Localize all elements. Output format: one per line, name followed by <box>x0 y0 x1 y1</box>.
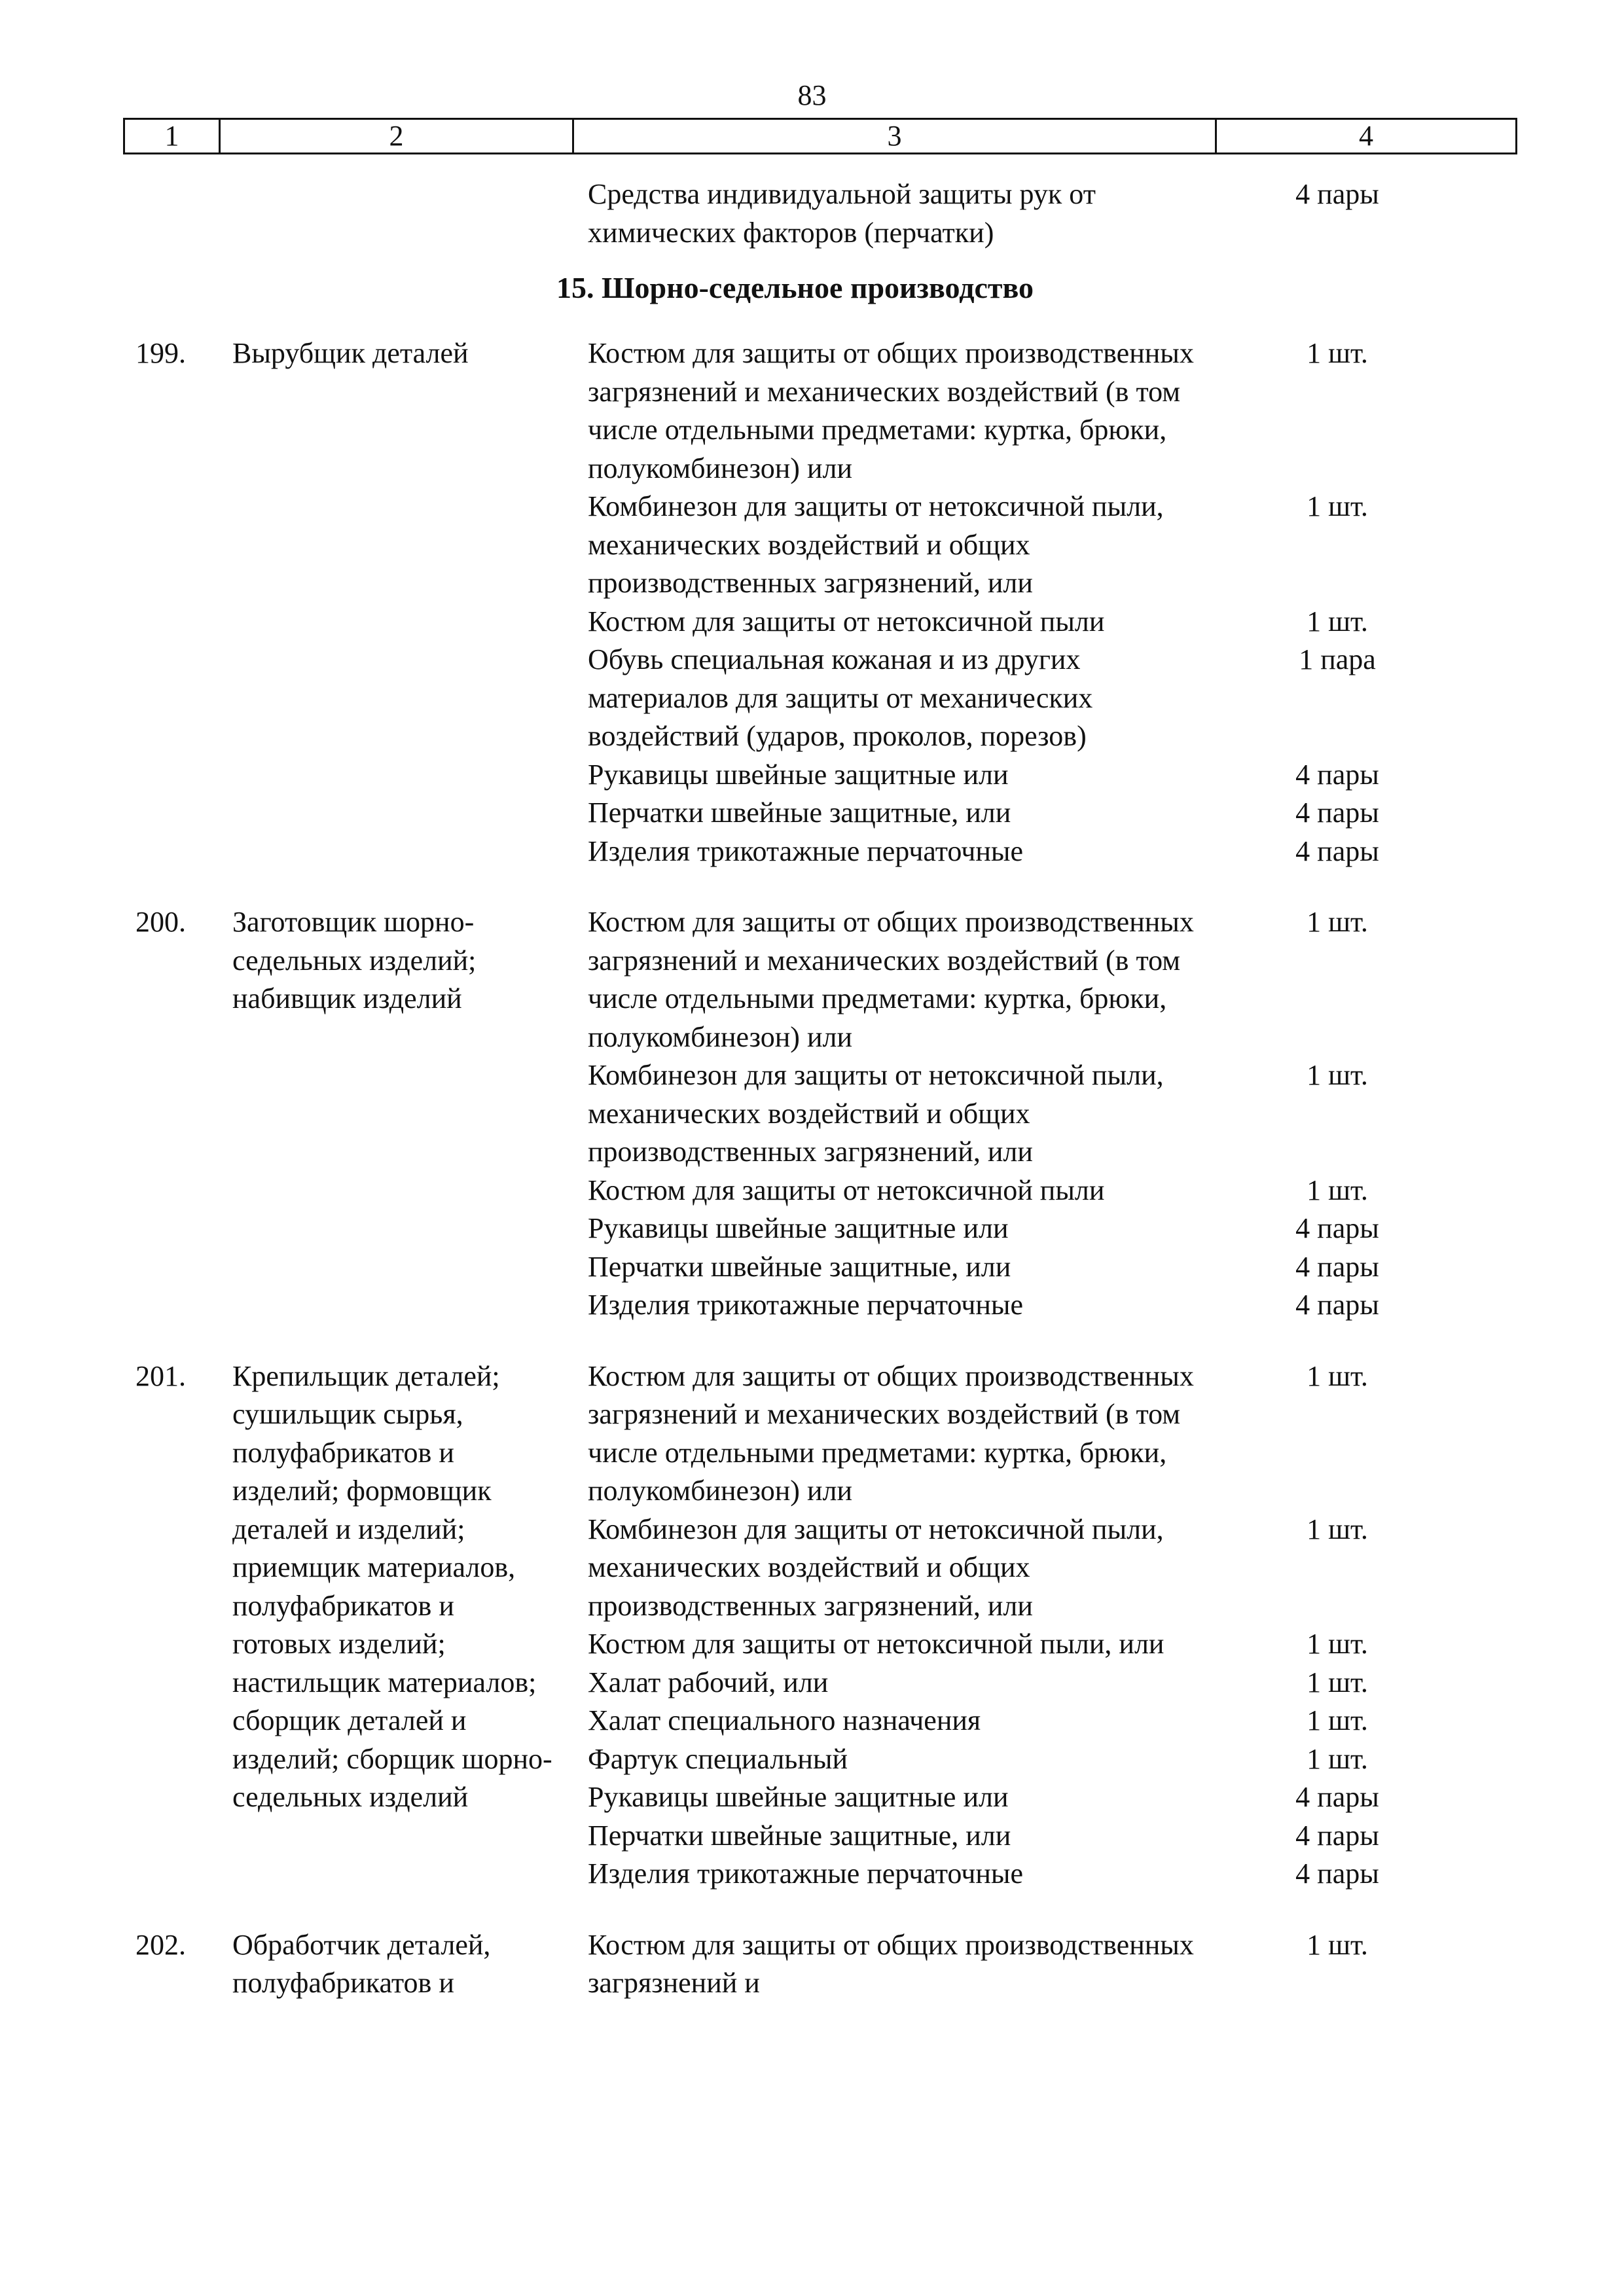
entry-number: 201. <box>135 1359 186 1392</box>
ppe-item-name: Костюм для защиты от нетоксичной пыли <box>588 1174 1105 1206</box>
ppe-item-name: Костюм для защиты от общих производственных загрязнений и механических воздействий (в том числе отдельными предметами: куртка, брюки, полукомбинезон) или <box>588 337 1194 484</box>
ppe-item-qty: 1 шт. <box>1307 1513 1368 1545</box>
entry-201 <box>0 1357 1624 1893</box>
ppe-item-qty: 4 пары <box>1295 1250 1379 1283</box>
entry-202 <box>0 1926 1624 2003</box>
ppe-item <box>588 1056 1624 1172</box>
ppe-item-qty: 4 пары <box>1295 1212 1379 1244</box>
ppe-item <box>588 488 1624 603</box>
ppe-item-qty: 4 пары <box>1295 1819 1379 1852</box>
ppe-item <box>588 641 1624 756</box>
ppe-item-qty: 4 пары <box>1295 797 1379 829</box>
document-body <box>0 175 1624 2036</box>
ppe-item <box>588 756 1624 795</box>
ppe-item-name: Костюм для защиты от общих производственных загрязнений и <box>588 1928 1194 1999</box>
ppe-item <box>588 1702 1624 1740</box>
ppe-item-name: Перчатки швейные защитные, или <box>588 1250 1011 1283</box>
ppe-item <box>588 1625 1624 1664</box>
ppe-item <box>588 1511 1624 1626</box>
ppe-item-qty: 1 шт. <box>1307 906 1368 938</box>
ppe-item <box>588 603 1624 641</box>
column-header-row <box>124 119 1517 154</box>
prefix-items <box>588 175 1624 252</box>
ppe-item <box>588 833 1624 871</box>
ppe-item-name: Перчатки швейные защитные, или <box>588 1819 1011 1852</box>
column-header-table <box>123 118 1517 154</box>
ppe-item-qty: 1 шт. <box>1307 1059 1368 1091</box>
ppe-item-qty: 1 пара <box>1299 643 1376 675</box>
entry-199 <box>0 334 1624 870</box>
ppe-item <box>588 1817 1624 1856</box>
ppe-item-qty: 4 пары <box>1295 178 1379 210</box>
entry-items <box>588 1926 1624 2003</box>
page-number: 83 <box>797 79 827 111</box>
column-header-3: 3 <box>573 119 1216 154</box>
ppe-item-qty: 4 пары <box>1295 1781 1379 1813</box>
ppe-item-name: Изделия трикотажные перчаточные <box>588 834 1024 867</box>
ppe-item-name: Рукавицы швейные защитные или <box>588 758 1009 791</box>
ppe-item <box>588 1855 1624 1893</box>
ppe-item-qty: 1 шт. <box>1307 1174 1368 1206</box>
ppe-item <box>588 1248 1624 1287</box>
entry-items <box>588 903 1624 1325</box>
ppe-item <box>588 1172 1624 1210</box>
entry-profession: Крепильщик деталей; сушильщик сырья, полуфабрикатов и изделий; формовщик деталей и изделий; приемщик материалов, полуфабрикатов и готовых изделий; настильщик материалов; сборщик деталей и изделий; сборщик шорно-седельных изделий <box>232 1359 552 1813</box>
ppe-item-qty: 1 шт. <box>1307 1704 1368 1736</box>
ppe-item <box>588 1210 1624 1248</box>
ppe-item-name: Рукавицы швейные защитные или <box>588 1212 1009 1244</box>
entry-items <box>588 1357 1624 1893</box>
entry-number: 202. <box>135 1928 186 1961</box>
section-title: 15. Шорно-седельное производство <box>556 271 1034 304</box>
ppe-item-qty: 1 шт. <box>1307 1666 1368 1698</box>
ppe-item-qty: 1 шт. <box>1307 490 1368 522</box>
ppe-item <box>588 175 1624 252</box>
ppe-item-name: Обувь специальная кожаная и из других материалов для защиты от механических воздействий (ударов, проколов, порезов) <box>588 643 1093 752</box>
ppe-item-qty: 1 шт. <box>1307 1742 1368 1775</box>
ppe-item-name: Изделия трикотажные перчаточные <box>588 1857 1024 1890</box>
ppe-item <box>588 794 1624 833</box>
ppe-item-name: Костюм для защиты от нетоксичной пыли, или <box>588 1628 1164 1660</box>
ppe-item-qty: 1 шт. <box>1307 337 1368 369</box>
ppe-item <box>588 1357 1624 1511</box>
ppe-item <box>588 1286 1624 1325</box>
ppe-item <box>588 1664 1624 1702</box>
column-header-4: 4 <box>1216 119 1517 154</box>
ppe-item-name: Халат рабочий, или <box>588 1666 829 1698</box>
ppe-item-name: Комбинезон для защиты от нетоксичной пыли, механических воздействий и общих производственных загрязнений, или <box>588 1513 1164 1622</box>
ppe-item-name: Изделия трикотажные перчаточные <box>588 1289 1024 1321</box>
ppe-item <box>588 1778 1624 1817</box>
ppe-item-qty: 1 шт. <box>1307 1628 1368 1660</box>
ppe-item-name: Рукавицы швейные защитные или <box>588 1781 1009 1813</box>
ppe-item <box>588 903 1624 1056</box>
ppe-item-name: Фартук специальный <box>588 1742 848 1775</box>
ppe-item-qty: 1 шт. <box>1307 605 1368 637</box>
ppe-item-name: Костюм для защиты от общих производственных загрязнений и механических воздействий (в том числе отдельными предметами: куртка, брюки, полукомбинезон) или <box>588 906 1194 1053</box>
ppe-item-qty: 4 пары <box>1295 1289 1379 1321</box>
ppe-item-name: Комбинезон для защиты от нетоксичной пыли, механических воздействий и общих производственных загрязнений, или <box>588 1059 1164 1168</box>
ppe-item-qty: 1 шт. <box>1307 1928 1368 1961</box>
ppe-item-name: Костюм для защиты от общих производственных загрязнений и механических воздействий (в том числе отдельными предметами: куртка, брюки, полукомбинезон) или <box>588 1359 1194 1507</box>
ppe-item <box>588 1926 1624 2003</box>
ppe-item-name: Комбинезон для защиты от нетоксичной пыли, механических воздействий и общих производственных загрязнений, или <box>588 490 1164 599</box>
column-header-1: 1 <box>124 119 220 154</box>
column-header-2: 2 <box>220 119 573 154</box>
ppe-item <box>588 334 1624 488</box>
ppe-item-qty: 1 шт. <box>1307 1359 1368 1392</box>
entry-number: 199. <box>135 337 186 369</box>
ppe-item-name: Костюм для защиты от нетоксичной пыли <box>588 605 1105 637</box>
entry-profession: Вырубщик деталей <box>232 337 469 369</box>
entry-profession: Заготовщик шорно-седельных изделий; набивщик изделий <box>232 906 477 1014</box>
ppe-item-qty: 4 пары <box>1295 834 1379 867</box>
entry-200 <box>0 903 1624 1325</box>
entry-number: 200. <box>135 906 186 938</box>
ppe-item-name: Перчатки швейные защитные, или <box>588 797 1011 829</box>
ppe-item-qty: 4 пары <box>1295 1857 1379 1890</box>
entry-items <box>588 334 1624 870</box>
ppe-item-name: Халат специального назначения <box>588 1704 981 1736</box>
ppe-item-qty: 4 пары <box>1295 758 1379 791</box>
ppe-item <box>588 1740 1624 1779</box>
entry-profession: Обработчик деталей, полуфабрикатов и <box>232 1928 491 1999</box>
ppe-item-name: Средства индивидуальной защиты рук от химических факторов (перчатки) <box>588 178 1096 249</box>
